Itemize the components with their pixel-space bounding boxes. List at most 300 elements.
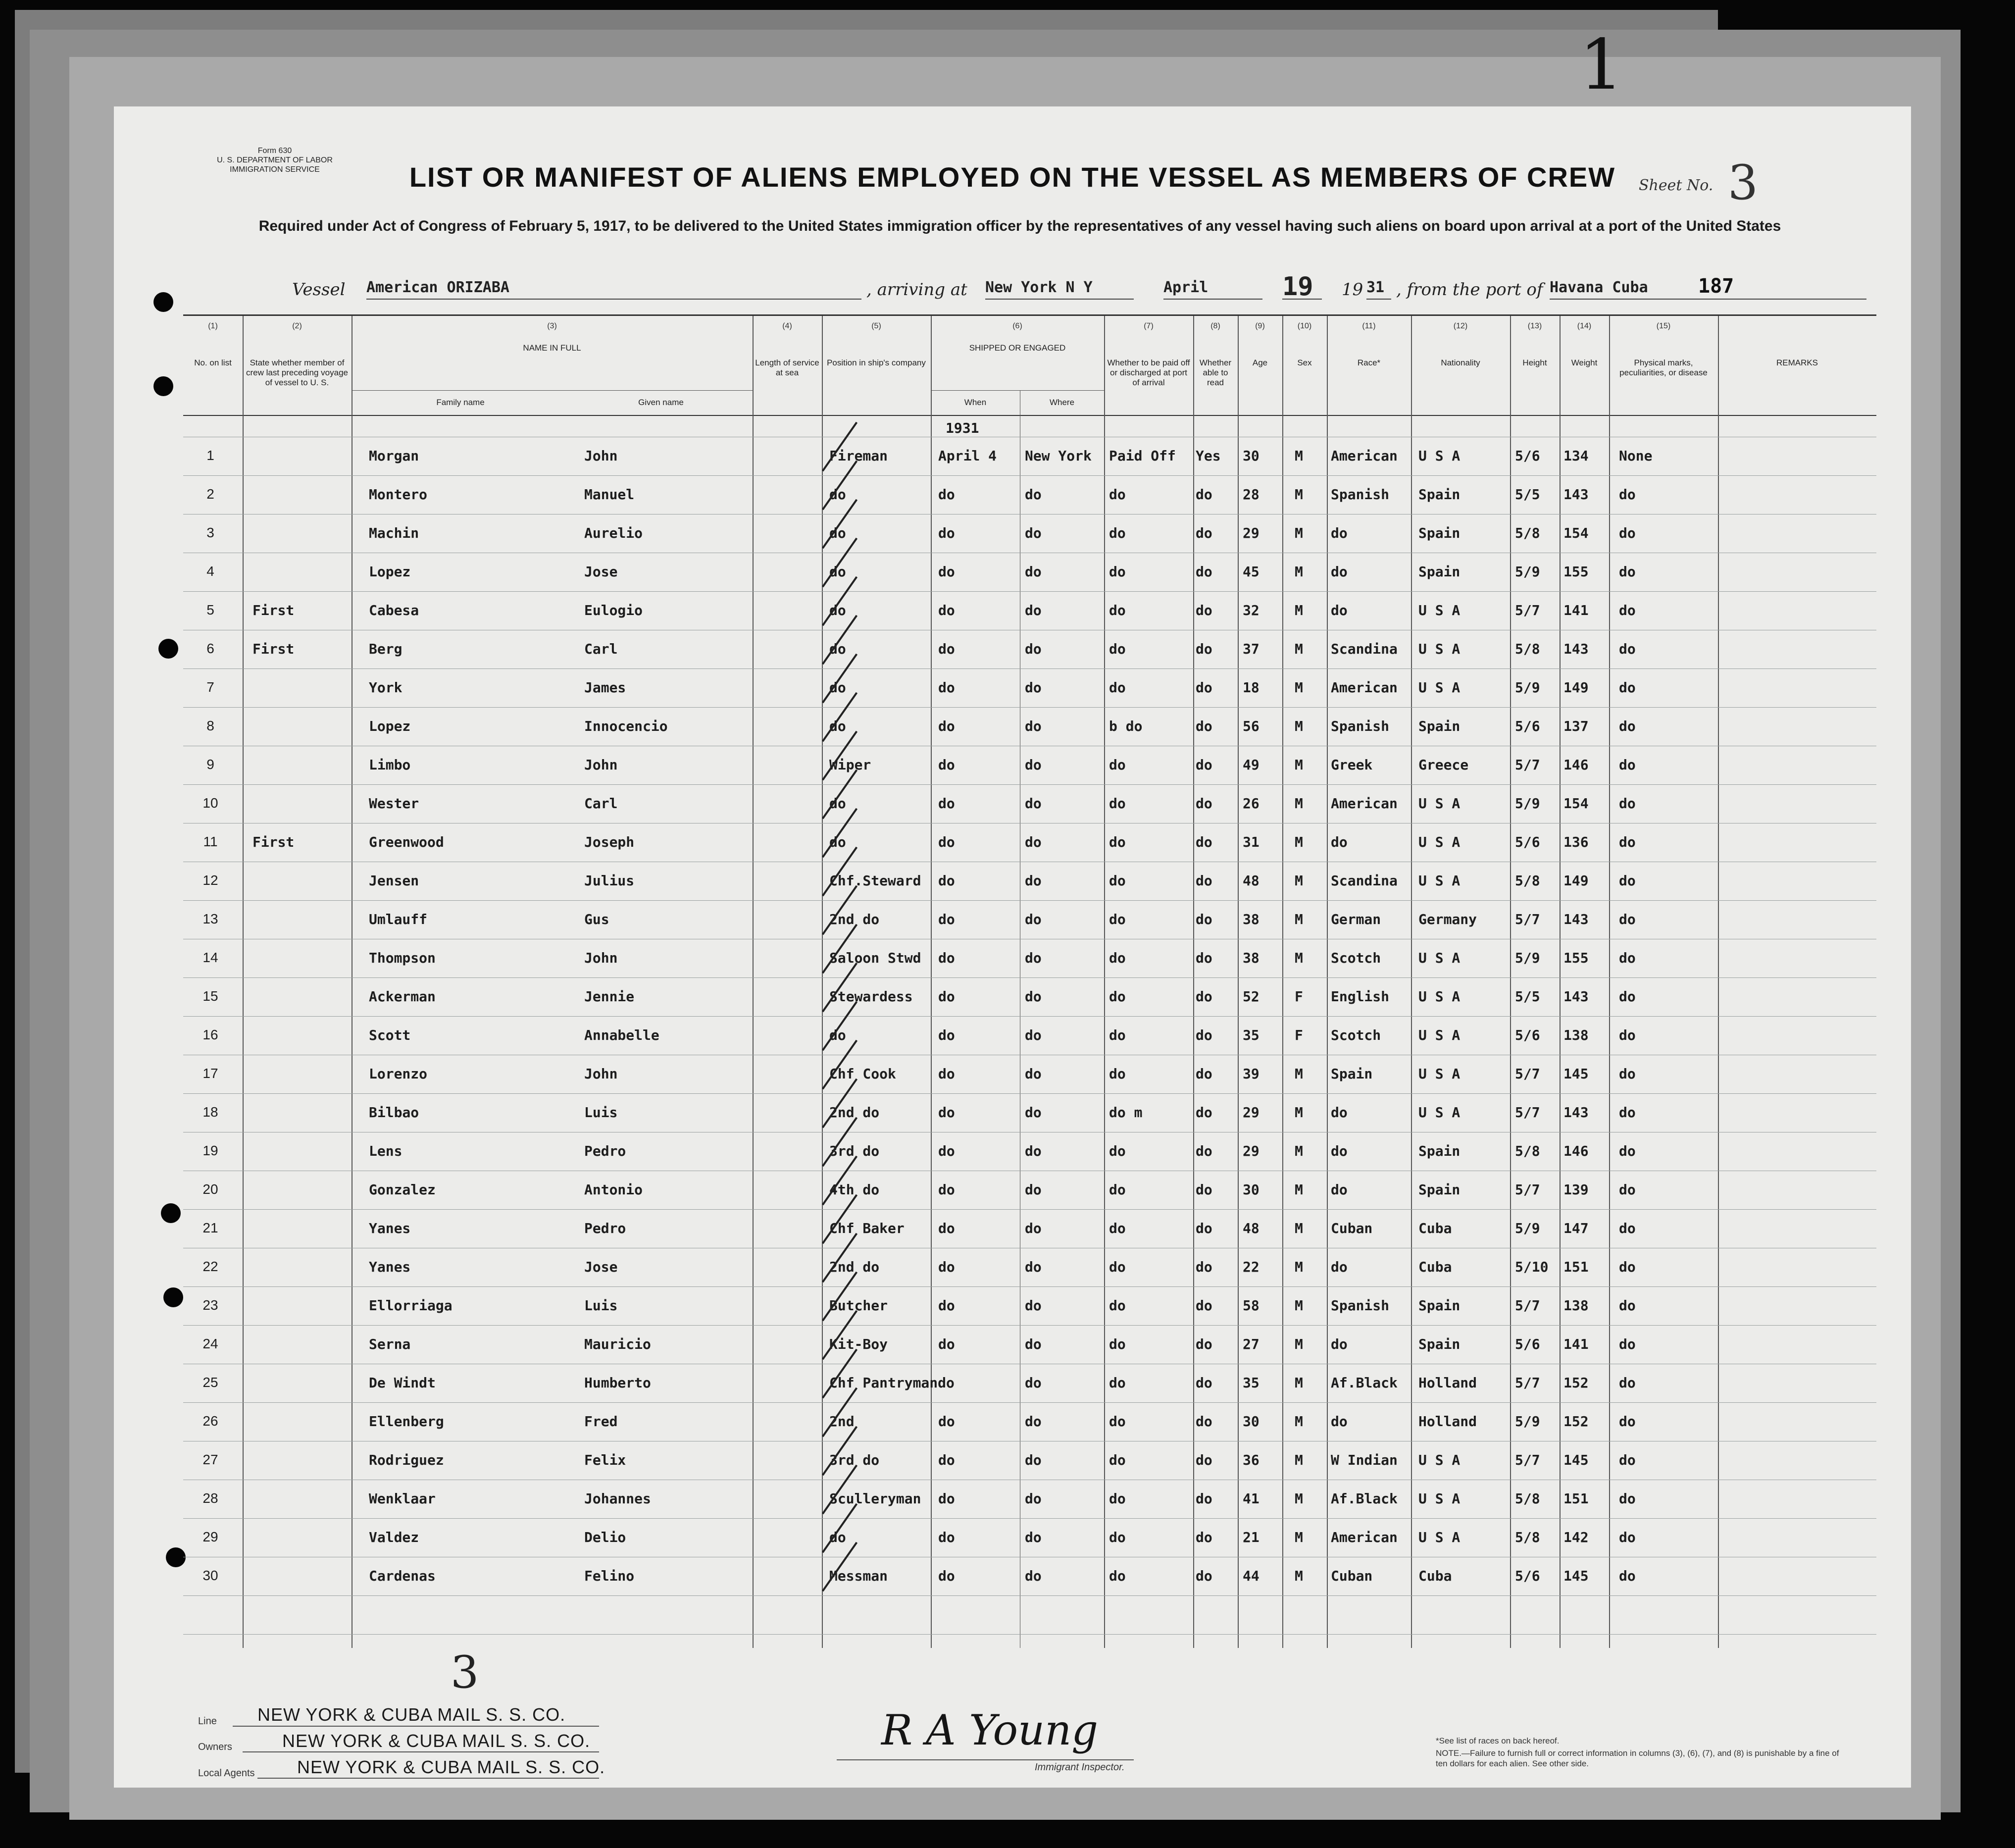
- cell-nat: U S A: [1418, 448, 1461, 464]
- cell-no: 11: [203, 834, 218, 849]
- cell-when: do: [938, 1336, 955, 1352]
- cell-no: 5: [206, 602, 214, 617]
- cell-no: 8: [206, 718, 214, 733]
- cell-when: do: [938, 1490, 955, 1507]
- cell-nat: U S A: [1418, 988, 1461, 1005]
- cell-sex: M: [1295, 950, 1303, 966]
- cell-nat: U S A: [1418, 1529, 1461, 1545]
- cell-read: do: [1196, 1297, 1212, 1314]
- cell-sex: M: [1295, 486, 1303, 503]
- cell-nat: U S A: [1418, 834, 1461, 850]
- cell-weight: 143: [1563, 911, 1589, 927]
- cell-height: 5/7: [1515, 1297, 1540, 1314]
- cell-height: 5/7: [1515, 602, 1540, 618]
- cell-marks: do: [1619, 1143, 1636, 1159]
- cell-nat: U S A: [1418, 1490, 1461, 1507]
- cell-given: John: [584, 950, 618, 966]
- cell-sex: M: [1295, 641, 1303, 657]
- cell-race: do: [1331, 1181, 1348, 1198]
- cell-position: do: [829, 525, 846, 541]
- cell-race: do: [1331, 1336, 1348, 1352]
- cell-sex: M: [1295, 602, 1303, 618]
- cell-sex: M: [1295, 1336, 1303, 1352]
- cell-when: do: [938, 911, 955, 927]
- row-rule: [183, 1634, 1876, 1635]
- cell-marks: do: [1619, 1027, 1636, 1043]
- cell-sex: M: [1295, 1452, 1303, 1468]
- cell-marks: do: [1619, 1452, 1636, 1468]
- cell-no: 12: [202, 873, 218, 888]
- cell-read: do: [1196, 718, 1212, 734]
- cell-where: do: [1025, 679, 1042, 696]
- cell-paid: do: [1109, 1336, 1126, 1352]
- cell-when: do: [938, 486, 955, 503]
- cell-family: Lopez: [369, 718, 411, 734]
- cell-sex: M: [1295, 1104, 1303, 1121]
- cell-height: 5/8: [1515, 873, 1540, 889]
- cell-nat: U S A: [1418, 873, 1461, 889]
- cell-paid: do: [1109, 679, 1126, 696]
- cell-when: do: [938, 1066, 955, 1082]
- cell-height: 5/7: [1515, 757, 1540, 773]
- cell-no: 24: [202, 1336, 218, 1351]
- cell-given: John: [584, 448, 618, 464]
- arrival-month: April: [1163, 279, 1262, 300]
- cell-family: Rodriguez: [369, 1452, 444, 1468]
- cell-race: Spanish: [1331, 486, 1390, 503]
- cell-height: 5/8: [1515, 1529, 1540, 1545]
- cell-family: Scott: [369, 1027, 411, 1043]
- cell-no: 14: [202, 950, 218, 965]
- year-suffix: 31: [1366, 279, 1391, 300]
- cell-paid: Paid Off: [1109, 448, 1176, 464]
- year-prefix: 19: [1342, 280, 1363, 300]
- cell-height: 5/6: [1515, 1568, 1540, 1584]
- cell-family: Morgan: [369, 448, 419, 464]
- cell-marks: do: [1619, 1568, 1636, 1584]
- column-number: (13): [1527, 322, 1542, 330]
- cell-position: do: [829, 564, 846, 580]
- arriving-port: New York N Y: [985, 279, 1134, 300]
- cell-race: Af.Black: [1331, 1490, 1398, 1507]
- cell-weight: 145: [1563, 1568, 1589, 1584]
- table-row: [183, 1015, 1876, 1054]
- cell-marks: None: [1619, 448, 1653, 464]
- cell-no: 18: [202, 1104, 218, 1120]
- cell-marks: do: [1619, 1490, 1636, 1507]
- cell-height: 5/5: [1515, 486, 1540, 503]
- footnote-races: *See list of races on back hereof.: [1436, 1736, 1560, 1745]
- cell-where: do: [1025, 873, 1042, 889]
- column-number: (9): [1255, 322, 1265, 330]
- cell-age: 44: [1243, 1568, 1259, 1584]
- cell-paid: do: [1109, 1452, 1126, 1468]
- cell-given: Julius: [584, 873, 635, 889]
- cell-when: do: [938, 795, 955, 812]
- table-row: [183, 1131, 1876, 1170]
- cell-position: Wiper: [829, 757, 871, 773]
- column-header-c4: Length of service at sea: [755, 358, 819, 377]
- rule: [233, 1726, 599, 1727]
- cell-height: 5/6: [1515, 1027, 1540, 1043]
- column-subheader-where: Where: [1049, 398, 1075, 407]
- cell-race: do: [1331, 564, 1348, 580]
- cell-nat: Cuba: [1418, 1259, 1452, 1275]
- cell-paid: do: [1109, 950, 1126, 966]
- punch-hole: [153, 376, 173, 396]
- cell-given: Luis: [584, 1104, 618, 1121]
- column-number: (4): [782, 322, 792, 330]
- cell-family: Thompson: [369, 950, 436, 966]
- cell-race: do: [1331, 602, 1348, 618]
- cell-marks: do: [1619, 718, 1636, 734]
- cell-where: do: [1025, 1452, 1042, 1468]
- cell-when: do: [938, 641, 955, 657]
- cell-when: do: [938, 1297, 955, 1314]
- row-rule: [183, 1595, 1876, 1596]
- rule: [257, 1778, 599, 1779]
- cell-sex: M: [1295, 1568, 1303, 1584]
- cell-paid: do: [1109, 1220, 1126, 1236]
- crew-table: [183, 314, 1876, 1648]
- table-row: [183, 938, 1876, 976]
- line-company: NEW YORK & CUBA MAIL S. S. CO.: [257, 1704, 566, 1725]
- cell-age: 32: [1243, 602, 1259, 618]
- cell-age: 29: [1243, 1143, 1259, 1159]
- cell-no: 21: [202, 1220, 218, 1235]
- cell-weight: 151: [1563, 1490, 1589, 1507]
- cell-paid: do: [1109, 1568, 1126, 1584]
- cell-position: Messman: [829, 1568, 888, 1584]
- cell-no: 6: [206, 641, 214, 656]
- cell-sex: M: [1295, 679, 1303, 696]
- arriving-label: , arriving at: [866, 280, 967, 300]
- cell-when: do: [938, 602, 955, 618]
- cell-paid: do: [1109, 911, 1126, 927]
- department: U. S. DEPARTMENT OF LABOR: [217, 156, 333, 164]
- table-row: [183, 1324, 1876, 1363]
- sheet-label: Sheet No.: [1639, 177, 1713, 194]
- cell-family: Cabesa: [369, 602, 419, 618]
- cell-read: do: [1196, 1375, 1212, 1391]
- cell-height: 5/9: [1515, 564, 1540, 580]
- cell-nat: Spain: [1418, 1336, 1461, 1352]
- cell-height: 5/9: [1515, 679, 1540, 696]
- cell-height: 5/9: [1515, 795, 1540, 812]
- cell-no: 4: [206, 564, 214, 579]
- cell-read: do: [1196, 834, 1212, 850]
- cell-paid: do: [1109, 1143, 1126, 1159]
- cell-race: do: [1331, 525, 1348, 541]
- table-row: [183, 667, 1876, 706]
- cell-age: 21: [1243, 1529, 1259, 1545]
- cell-marks: do: [1619, 950, 1636, 966]
- cell-age: 41: [1243, 1490, 1259, 1507]
- cell-height: 5/9: [1515, 1413, 1540, 1430]
- column-header-c8: Whether able to read: [1199, 358, 1232, 387]
- column-number: (2): [292, 322, 302, 330]
- cell-read: do: [1196, 873, 1212, 889]
- table-row: [183, 552, 1876, 590]
- cell-paid: do: [1109, 1297, 1126, 1314]
- page-subtitle: Required under Act of Congress of February 5, 1917, to be delivered to the United States immigration officer by the representatives of any vessel having such aliens on board upon arrival at a port of the United States: [258, 218, 1781, 234]
- cell-family: Lorenzo: [369, 1066, 428, 1082]
- header-divider: [183, 415, 1876, 416]
- cell-read: do: [1196, 1490, 1212, 1507]
- column-header-c1: No. on list: [194, 358, 232, 367]
- table-row: [183, 861, 1876, 899]
- cell-age: 29: [1243, 1104, 1259, 1121]
- column-header-c6: SHIPPED OR ENGAGED: [969, 343, 1066, 353]
- table-row: [183, 1170, 1876, 1208]
- cell-where: do: [1025, 911, 1042, 927]
- cell-marks: do: [1619, 641, 1636, 657]
- service: IMMIGRATION SERVICE: [230, 165, 320, 174]
- cell-marks: do: [1619, 1181, 1636, 1198]
- cell-position: do: [829, 486, 846, 503]
- cell-no: 28: [202, 1490, 218, 1506]
- cell-weight: 143: [1563, 1104, 1589, 1121]
- cell-where: do: [1025, 1336, 1042, 1352]
- cell-read: do: [1196, 602, 1212, 618]
- table-row: [183, 1401, 1876, 1440]
- cell-position: 2nd do: [829, 1104, 880, 1121]
- cell-where: do: [1025, 1297, 1042, 1314]
- cell-age: 36: [1243, 1452, 1259, 1468]
- cell-given: Jose: [584, 1259, 618, 1275]
- cell-where: do: [1025, 1104, 1042, 1121]
- cell-age: 38: [1243, 911, 1259, 927]
- cell-age: 35: [1243, 1027, 1259, 1043]
- column-header-c9: Age: [1252, 358, 1268, 367]
- form-number: Form 630: [257, 147, 292, 155]
- table-row: [183, 474, 1876, 513]
- column-header-c10: Sex: [1297, 358, 1312, 367]
- cell-position: Sculleryman: [829, 1490, 921, 1507]
- cell-height: 5/8: [1515, 641, 1540, 657]
- cell-when: do: [938, 1220, 955, 1236]
- cell-weight: 141: [1563, 602, 1589, 618]
- cell-age: 38: [1243, 950, 1259, 966]
- cell-nat: U S A: [1418, 641, 1461, 657]
- table-row: [183, 1479, 1876, 1517]
- cell-paid: do m: [1109, 1104, 1143, 1121]
- cell-prev: First: [252, 641, 295, 657]
- cell-race: Spain: [1331, 1066, 1373, 1082]
- vessel-label: Vessel: [292, 280, 346, 300]
- cell-height: 5/6: [1515, 834, 1540, 850]
- cell-given: Innocencio: [584, 718, 668, 734]
- cell-sex: M: [1295, 1375, 1303, 1391]
- cell-paid: do: [1109, 1181, 1126, 1198]
- cell-race: Spanish: [1331, 718, 1390, 734]
- cell-given: Jose: [584, 564, 618, 580]
- cell-read: do: [1196, 1336, 1212, 1352]
- cell-family: Bilbao: [369, 1104, 419, 1121]
- cell-where: do: [1025, 834, 1042, 850]
- cell-given: Carl: [584, 641, 618, 657]
- cell-no: 17: [202, 1066, 218, 1081]
- cell-read: do: [1196, 1181, 1212, 1198]
- cell-family: Cardenas: [369, 1568, 436, 1584]
- cell-weight: 152: [1563, 1413, 1589, 1430]
- inspector-signature: R A Young: [881, 1706, 1099, 1754]
- cell-family: York: [369, 679, 403, 696]
- cell-where: New York: [1025, 448, 1092, 464]
- cell-nat: U S A: [1418, 950, 1461, 966]
- cell-no: 16: [202, 1027, 218, 1042]
- cell-weight: 138: [1563, 1027, 1589, 1043]
- punch-hole: [158, 639, 178, 659]
- cell-no: 10: [202, 795, 218, 811]
- cell-given: Delio: [584, 1529, 626, 1545]
- cell-no: 1: [206, 448, 214, 463]
- cell-marks: do: [1619, 795, 1636, 812]
- cell-sex: M: [1295, 448, 1303, 464]
- cell-sex: M: [1295, 1529, 1303, 1545]
- cell-sex: M: [1295, 795, 1303, 812]
- table-row: [183, 822, 1876, 861]
- check-mark: [822, 422, 857, 472]
- cell-no: 25: [202, 1375, 218, 1390]
- cell-paid: do: [1109, 525, 1126, 541]
- cell-position: do: [829, 834, 846, 850]
- footer: [198, 1646, 1839, 1780]
- cell-when: do: [938, 679, 955, 696]
- cell-where: do: [1025, 1490, 1042, 1507]
- cell-given: Aurelio: [584, 525, 643, 541]
- column-header-c14: Weight: [1571, 358, 1598, 367]
- column-subheader-when: When: [964, 398, 987, 407]
- cell-weight: 145: [1563, 1452, 1589, 1468]
- table-row: [183, 436, 1876, 474]
- cell-age: 48: [1243, 873, 1259, 889]
- cell-weight: 137: [1563, 718, 1589, 734]
- cell-given: Pedro: [584, 1220, 626, 1236]
- cell-weight: 155: [1563, 564, 1589, 580]
- cell-race: American: [1331, 679, 1398, 696]
- cell-age: 58: [1243, 1297, 1259, 1314]
- cell-given: Felino: [584, 1568, 635, 1584]
- cell-where: do: [1025, 1066, 1042, 1082]
- cell-where: do: [1025, 602, 1042, 618]
- cell-nat: U S A: [1418, 679, 1461, 696]
- cell-age: 35: [1243, 1375, 1259, 1391]
- cell-race: do: [1331, 1143, 1348, 1159]
- cell-marks: do: [1619, 1104, 1636, 1121]
- cell-weight: 142: [1563, 1529, 1589, 1545]
- cell-nat: Spain: [1418, 564, 1461, 580]
- cell-read: do: [1196, 679, 1212, 696]
- column-number: (3): [547, 322, 557, 330]
- cell-given: Annabelle: [584, 1027, 659, 1043]
- punch-hole: [163, 1287, 183, 1307]
- cell-read: do: [1196, 1143, 1212, 1159]
- cell-read: do: [1196, 1259, 1212, 1275]
- cell-position: Fireman: [829, 448, 888, 464]
- cell-where: do: [1025, 988, 1042, 1005]
- table-row: [183, 1440, 1876, 1479]
- cell-marks: do: [1619, 911, 1636, 927]
- cell-paid: do: [1109, 602, 1126, 618]
- cell-no: 30: [202, 1568, 218, 1583]
- cell-weight: 139: [1563, 1181, 1589, 1198]
- cell-position: do: [829, 602, 846, 618]
- cell-nat: Spain: [1418, 525, 1461, 541]
- cell-age: 22: [1243, 1259, 1259, 1275]
- cell-where: do: [1025, 950, 1042, 966]
- column-header-c12: Nationality: [1441, 358, 1480, 367]
- cell-sex: M: [1295, 1490, 1303, 1507]
- table-row: [183, 513, 1876, 552]
- cell-sex: M: [1295, 1220, 1303, 1236]
- cell-nat: Spain: [1418, 718, 1461, 734]
- column-header-c5: Position in ship's company: [827, 358, 926, 367]
- cell-sex: M: [1295, 834, 1303, 850]
- cell-height: 5/7: [1515, 1181, 1540, 1198]
- cell-sex: F: [1295, 1027, 1303, 1043]
- cell-sex: M: [1295, 757, 1303, 773]
- cell-read: do: [1196, 1452, 1212, 1468]
- cell-when: do: [938, 1259, 955, 1275]
- cell-where: do: [1025, 795, 1042, 812]
- cell-race: W Indian: [1331, 1452, 1398, 1468]
- manifest-sheet: [114, 106, 1911, 1788]
- cell-age: 28: [1243, 486, 1259, 503]
- cell-read: do: [1196, 1568, 1212, 1584]
- page-id: 187: [1698, 275, 1734, 298]
- cell-nat: Spain: [1418, 1181, 1461, 1198]
- cell-weight: 147: [1563, 1220, 1589, 1236]
- year-note: 1931: [946, 420, 979, 436]
- cell-age: 18: [1243, 679, 1259, 696]
- cell-marks: do: [1619, 1413, 1636, 1430]
- cell-when: do: [938, 564, 955, 580]
- cell-weight: 154: [1563, 525, 1589, 541]
- table-row: [183, 1363, 1876, 1401]
- cell-position: do: [829, 795, 846, 812]
- cell-paid: do: [1109, 1027, 1126, 1043]
- cell-given: Gus: [584, 911, 609, 927]
- cell-weight: 146: [1563, 1143, 1589, 1159]
- cell-position: Kit-Boy: [829, 1336, 888, 1352]
- cell-age: 37: [1243, 641, 1259, 657]
- cell-height: 5/6: [1515, 718, 1540, 734]
- cell-no: 19: [202, 1143, 218, 1158]
- cell-position: do: [829, 641, 846, 657]
- cell-family: De Windt: [369, 1375, 436, 1391]
- sheet-value: 3: [1727, 155, 1758, 210]
- cell-height: 5/8: [1515, 1143, 1540, 1159]
- column-number: (14): [1577, 322, 1592, 330]
- cell-when: do: [938, 1452, 955, 1468]
- agents-company: NEW YORK & CUBA MAIL S. S. CO.: [297, 1757, 605, 1777]
- column-number: (15): [1656, 322, 1671, 330]
- cell-family: Serna: [369, 1336, 411, 1352]
- cell-given: Jennie: [584, 988, 635, 1005]
- cell-position: do: [829, 679, 846, 696]
- punch-hole: [161, 1203, 181, 1223]
- cell-marks: do: [1619, 1066, 1636, 1082]
- cell-paid: do: [1109, 564, 1126, 580]
- corner-page-mark: 1: [1579, 25, 1624, 105]
- cell-age: 27: [1243, 1336, 1259, 1352]
- cell-sex: M: [1295, 1297, 1303, 1314]
- cell-read: do: [1196, 1027, 1212, 1043]
- page-title: LIST OR MANIFEST OF ALIENS EMPLOYED ON THE VESSEL AS MEMBERS OF CREW: [409, 161, 1616, 193]
- cell-weight: 134: [1563, 448, 1589, 464]
- cell-position: Saloon Stwd: [829, 950, 921, 966]
